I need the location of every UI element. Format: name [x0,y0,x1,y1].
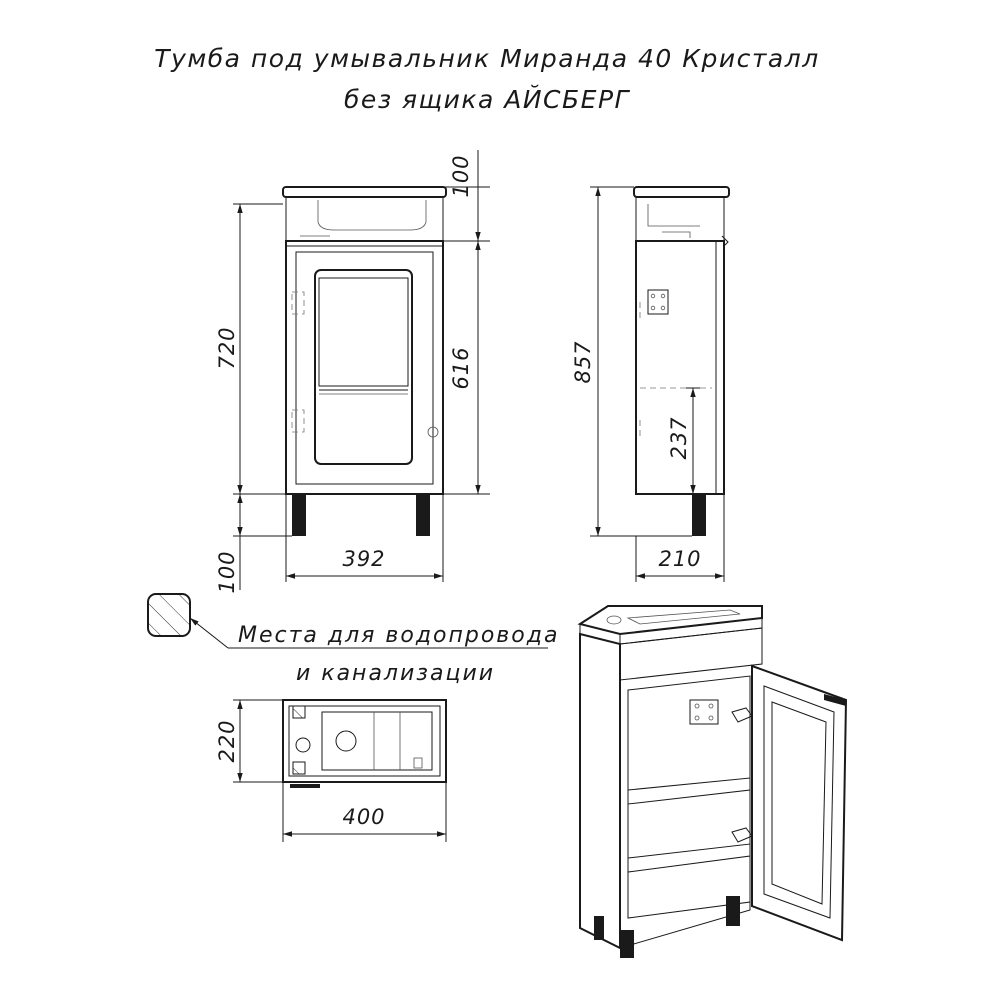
top-tap-hole [296,738,310,752]
dim-front-top-100: 100 [449,154,473,198]
front-glass-frame [315,270,412,464]
dim-front-legs-100: 100 [215,550,239,594]
iso-front-rail [620,628,762,680]
side-siphon [662,232,690,238]
dim-side-depth-210: 210 [658,547,702,571]
front-hinge-lower [292,410,304,432]
top-handle [290,784,320,788]
iso-leg-front-right [726,896,740,926]
iso-leg-back-left [594,916,604,940]
iso-hinge-upper [732,708,752,722]
side-basin-top [634,187,729,197]
iso-leg-front-left [620,930,634,958]
side-view [571,187,729,582]
front-glass-hatched [319,278,408,386]
top-pipe-hatch-lower [293,762,305,774]
iso-hinge-plate [690,700,718,724]
front-basin-top [283,187,446,197]
dim-side-total-857: 857 [571,340,595,384]
front-hinge-upper [292,292,304,314]
top-basin-area [322,712,432,770]
front-cabinet-body [286,241,443,494]
iso-countertop-front [580,624,620,644]
dim-front-door-616: 616 [449,346,473,390]
dim-top-width-400: 400 [342,805,386,829]
front-basin-bowl [318,200,426,230]
iso-bottom [628,844,750,872]
iso-tap-hole [607,616,621,624]
front-basin-body [286,197,443,241]
top-inner-frame [289,706,440,776]
iso-left-side [580,634,620,948]
dim-front-body-720: 720 [215,326,239,370]
side-hinge-plate [648,290,668,314]
front-view [215,150,490,594]
legend-text-line2: и канализации [296,661,496,686]
isometric-view [580,606,846,958]
dim-side-shelf-237: 237 [667,416,691,460]
dim-front-width-392: 392 [342,547,386,571]
top-view [215,700,446,842]
dim-top-depth-220: 220 [215,719,239,763]
iso-shelf [628,778,750,804]
side-leg [692,494,706,536]
legend-hatch-swatch [148,594,190,636]
iso-door-glass [772,702,826,904]
side-basin-body [636,197,724,241]
side-basin-bowl [648,204,700,226]
front-leg-left [292,494,306,536]
legend-text-line1: Места для водопровода [238,623,560,648]
front-leg-right [416,494,430,536]
iso-hinge-lower [732,828,752,842]
drawing-title-line2: без ящика АЙСБЕРГ [344,85,630,114]
top-drain-hole [336,731,356,751]
top-pipe-hatch-upper [293,706,305,718]
legend-leader [190,618,228,648]
drawing-title-line1: Тумба под умывальник Миранда 40 Кристалл [154,44,820,73]
legend [148,594,559,686]
